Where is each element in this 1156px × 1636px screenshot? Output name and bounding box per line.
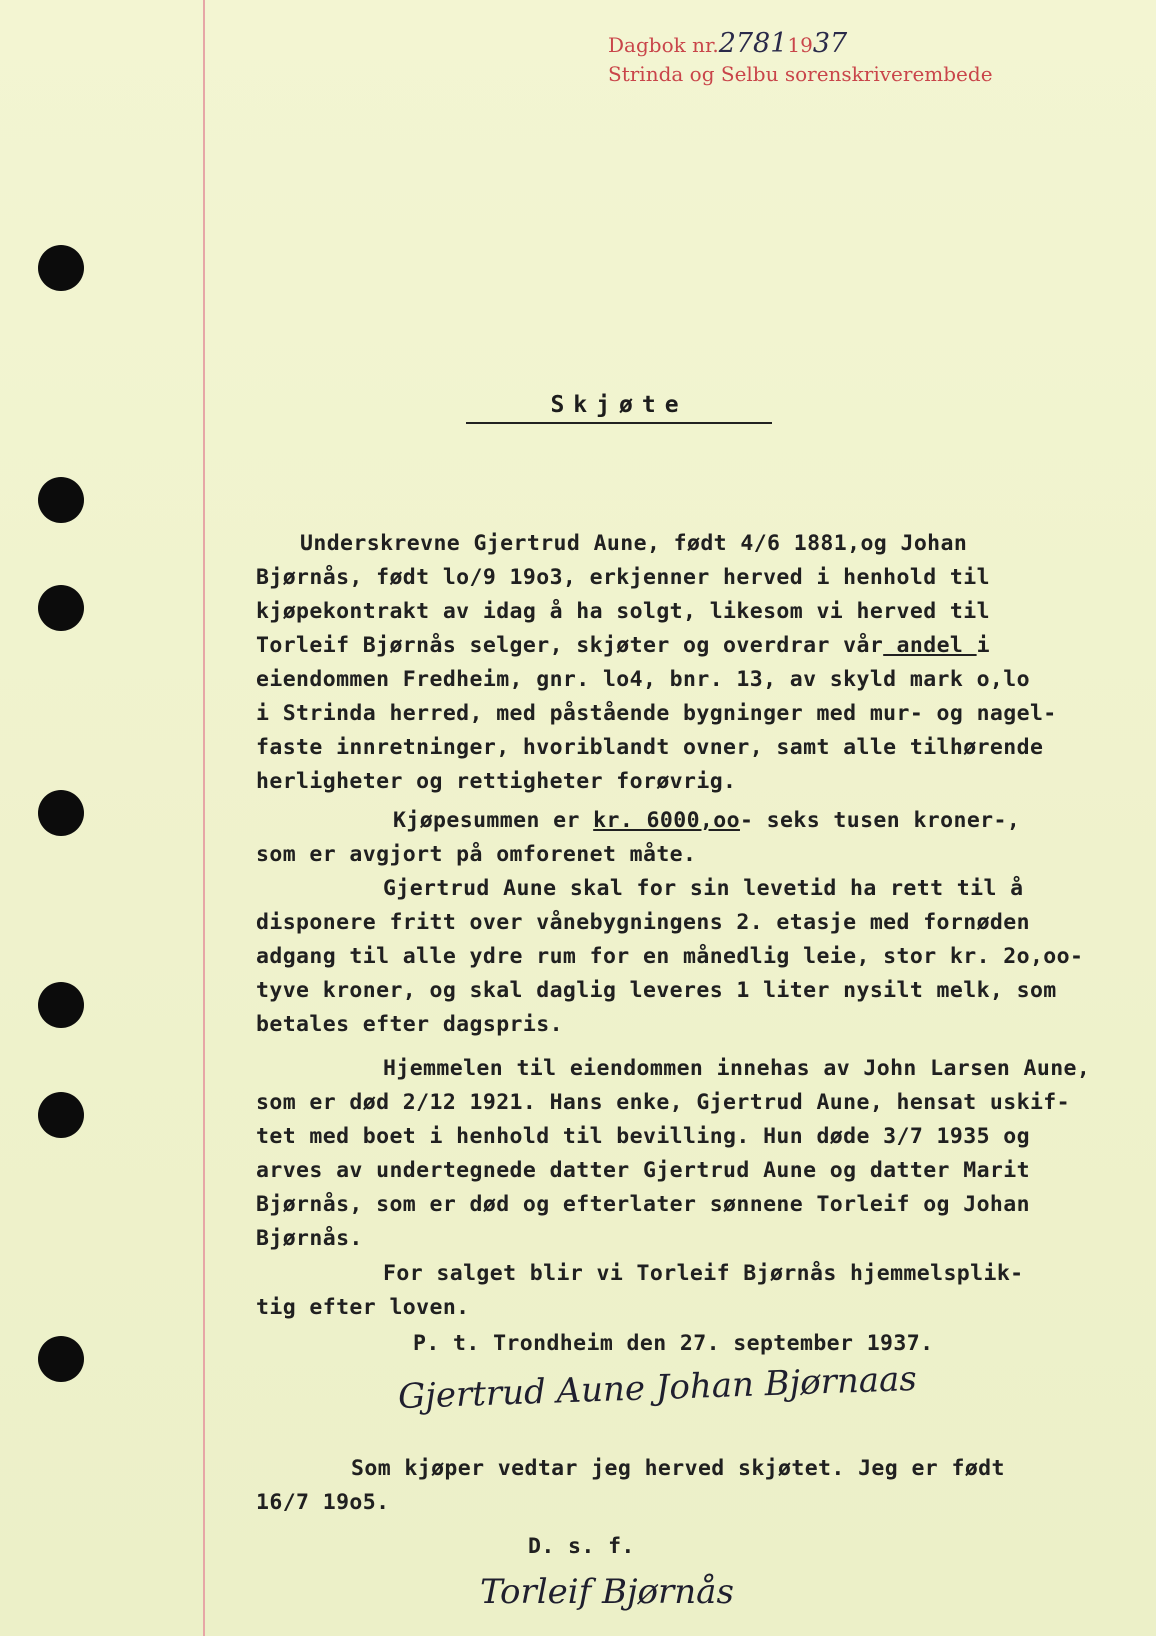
body-line [256,633,990,658]
margin-line [203,0,205,1636]
underlined-share: andel [883,633,977,658]
stamp-year-suffix: 37 [812,28,848,59]
body-line: Underskrevne Gjertrud Aune, født 4/6 1881,og Johan [300,531,968,556]
underlined-price: kr. 6000,oo [593,808,740,833]
document-title: Skjøte [466,392,772,424]
body-line: tig efter loven. [256,1295,470,1320]
place-date: P. t. Trondheim den 27. september 1937. [413,1331,934,1356]
punch-hole [38,790,84,836]
body-line: disponere fritt over vånebygningens 2. etasje med fornøden [256,910,1030,935]
body-line: tyve kroner, og skal daglig leveres 1 liter nysilt melk, som [256,978,1057,1003]
body-line: kjøpekontrakt av idag å ha solgt, likesom vi herved til [256,599,990,624]
body-text: Kjøpesummen er [393,808,594,833]
body-line: eiendommen Fredheim, gnr. lo4, bnr. 13, av skyld mark o,lo [256,667,1030,692]
seller-signatures: Gjertrud Aune Johan Bjørnaas [397,1358,918,1418]
body-line: faste innretninger, hvoriblandt ovner, samt alle tilhørende [256,735,1044,760]
body-text: - seks tusen kroner-, [739,808,1021,833]
body-line: Bjørnås, født lo/9 19o3, erkjenner herved i henhold til [256,565,990,590]
body-line: tet med boet i henhold til bevilling. Hun døde 3/7 1935 og [256,1124,1030,1149]
punch-hole [38,1092,84,1138]
body-line: For salget blir vi Torleif Bjørnås hjemmelsplik- [383,1261,1024,1286]
body-line: 16/7 19o5. [256,1490,390,1515]
body-line [393,808,1020,833]
punch-hole [38,245,84,291]
body-line: Bjørnås. [256,1226,363,1251]
punch-hole [38,477,84,523]
body-line: som er avgjort på omforenet måte. [256,842,697,867]
buyer-signature: Torleif Bjørnås [480,1572,734,1612]
punch-hole [38,982,84,1028]
stamp-number: 2781 [718,28,788,59]
registry-stamp [608,28,847,59]
body-line: Som kjøper vedtar jeg herved skjøtet. Jeg er født [351,1456,1005,1481]
punch-hole [38,1336,84,1382]
body-line: betales efter dagspris. [256,1012,563,1037]
body-text: i [976,633,990,658]
stamp-office: Strinda og Selbu sorenskriverembede [608,62,993,86]
body-line: Bjørnås, som er død og efterlater sønnene Torleif og Johan [256,1192,1030,1217]
body-line: Gjertrud Aune skal for sin levetid ha rett til å [383,876,1024,901]
body-text: Torleif Bjørnås selger, skjøter og overdrar vår [256,633,884,658]
body-line: arves av undertegnede datter Gjertrud Aune og datter Marit [256,1158,1030,1183]
punch-hole [38,585,84,631]
body-line: som er død 2/12 1921. Hans enke, Gjertrud Aune, hensat uskif- [256,1090,1070,1115]
body-line: Hjemmelen til eiendommen innehas av John Larsen Aune, [383,1056,1091,1081]
body-line: i Strinda herred, med påstående bygninger med mur- og nagel- [256,701,1057,726]
body-line: herligheter og rettigheter forøvrig. [256,769,737,794]
body-line: adgang til alle ydre rum for en månedlig leie, stor kr. 2o,oo- [256,944,1084,969]
stamp-year-prefix: 19 [787,33,813,57]
dsf-line: D. s. f. [528,1534,635,1559]
stamp-prefix: Dagbok nr. [608,33,719,57]
